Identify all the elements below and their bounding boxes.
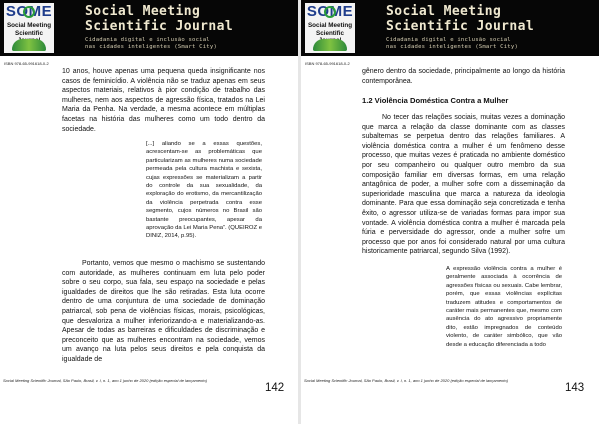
banner-subtitle-line1: Cidadania digital e inclusão social <box>85 37 210 43</box>
body-paragraph <box>362 113 565 257</box>
page-number: 143 <box>565 382 585 394</box>
logo-ring-icon <box>23 6 35 18</box>
issn-label: ISBN 978-65-991618-0-2 <box>305 61 350 66</box>
globe-icon <box>313 39 347 51</box>
banner-title-line1: Social Meeting <box>386 4 502 19</box>
banner-subtitle-line2: nas cidades inteligentes (Smart City) <box>386 44 519 50</box>
logo-line1: Social Meeting <box>6 22 52 29</box>
section-heading: 1.2 Violência Doméstica Contra a Mulher <box>362 96 509 105</box>
globe-icon <box>12 39 46 51</box>
banner-title-line2: Scientific Journal <box>386 19 535 34</box>
journal-logo <box>4 3 54 53</box>
body-paragraph <box>362 67 565 86</box>
banner-title-line2: Scientific Journal <box>85 19 234 34</box>
logo-line2: Scientific <box>316 30 344 37</box>
journal-logo <box>305 3 355 53</box>
banner-subtitle-line1: Cidadania digital e inclusão social <box>386 37 511 43</box>
paragraph-text: No tecer das relações sociais, muitas vezes a dominação que marca a relação da classe dominante com as classes subalternas se perpetua dentro das relações familiares. A violência doméstica contra a mulher é um fenômeno desse processo, que muitas vezes é praticada no ambiente doméstico por seu companheiro ou qualquer outro membro da sua composição familiar em diversas formas, em uma relação antagônica de poder, a mulher sofre com a disseminação da superioridade masculina que marca a natureza da ideologia dominante. Para que essa dominação seja concretizada e tenha êxito, o agressor utiliza-se de variadas formas para impor sua vontade. A violência doméstica contra a mulher é marcada pela fúria e perversidade do agressor, onde a mulher sofre um processo que por anos foi considerado natural por uma cultura historicamente patriarcal, segundo Silva (1992). <box>362 114 565 256</box>
issn-label: ISBN 978-65-991618-0-2 <box>4 61 49 66</box>
banner-subtitle-line2: nas cidades inteligentes (Smart City) <box>85 44 218 50</box>
left-page <box>0 0 298 424</box>
paragraph-text: gênero dentro da sociedade, principalmente ao longo da história contemporânea. <box>362 68 565 85</box>
journal-banner <box>0 0 298 56</box>
page-number: 142 <box>265 382 285 394</box>
right-page <box>301 0 599 424</box>
logo-line1: Social Meeting <box>307 22 353 29</box>
logo-word: SOME <box>306 3 354 20</box>
body-paragraph <box>62 67 265 134</box>
logo-word: SOME <box>5 3 53 20</box>
body-paragraph <box>62 259 265 365</box>
journal-banner <box>301 0 599 56</box>
quote-text: A expressão violência contra a mulher é geralmente associada à ocorrência de agressões físicas ou sexuais. Cabe lembrar, porém, que essas violências explícitas traduzem atitudes e comportamentos de caráter mais permanentes que, mesmo com ausência do ato agressivo propriamente dito, estão impregnados de conteúdo violento, de caráter simbólico, que vão desde a educação diferenciada a todo <box>446 266 562 348</box>
paragraph-text: Portanto, vemos que mesmo o machismo se sustentando com autoridade, as mulheres continuam em luta pelo poder sobre o seu corpo, sua fala, seu espaço na sociedade e pelas igualdades de direitos que lhe são retiradas. Esta luta ocorre dentro de uma conjuntura de uma sociedade de dominação patriarcal, sob pena de violências físicas, morais, psicológicas, que desvaloriza a mulher inferiorizando-a e materializando-as. Apesar de todas as barreiras e dificuldades de discriminação e preconceito que as mulheres encontram na sociedade, vemos um avanço na luta pelos seus direitos e pela conquista da igualdade de <box>62 260 265 363</box>
quote-text: [...] aliando se a essas questões, acrescentam-se as problemáticas que particularizam as mulheres numa sociedade permeada pela cultura machista e sexista, cujas expressões se materializam a partir do controle da sua sexualidade, da exploração do erotismo, da mercantilização da violência perpetrada contra esse segmento, cujos números no Brasil são bastante preocupantes, apesar da aprovação da Lei Maria Pena”. (QUEIROZ e DINIZ, 2014, p.95). <box>146 141 262 240</box>
paragraph-text: 10 anos, houve apenas uma pequena queda insignificante nos casos de feminicídio. A violência não se traduz apenas em seus aspectos materiais, relativos à pior condição de trabalho das mulheres, nem aos aspectos de agressão física, tratados na Lei Maria da Penha. Na verdade, a mesma acontece em múltiplas facetas na história das mulheres como um todo dentro da sociedade. <box>62 68 265 133</box>
block-quote <box>446 265 562 349</box>
logo-line2: Scientific <box>15 30 43 37</box>
banner-title-line1: Social Meeting <box>85 4 201 19</box>
block-quote <box>146 140 262 241</box>
logo-ring-icon <box>324 6 336 18</box>
page-footer: Social Meeting Scientific Journal, São Paulo, Brasil, v. I, n. 1, ano 1 junho de 2020 (edição especial de lançamento) <box>304 378 509 383</box>
page-footer: Social Meeting Scientific Journal, São Paulo, Brasil, v. I, n. 1, ano 1 junho de 2020 (edição especial de lançamento) <box>3 378 208 383</box>
